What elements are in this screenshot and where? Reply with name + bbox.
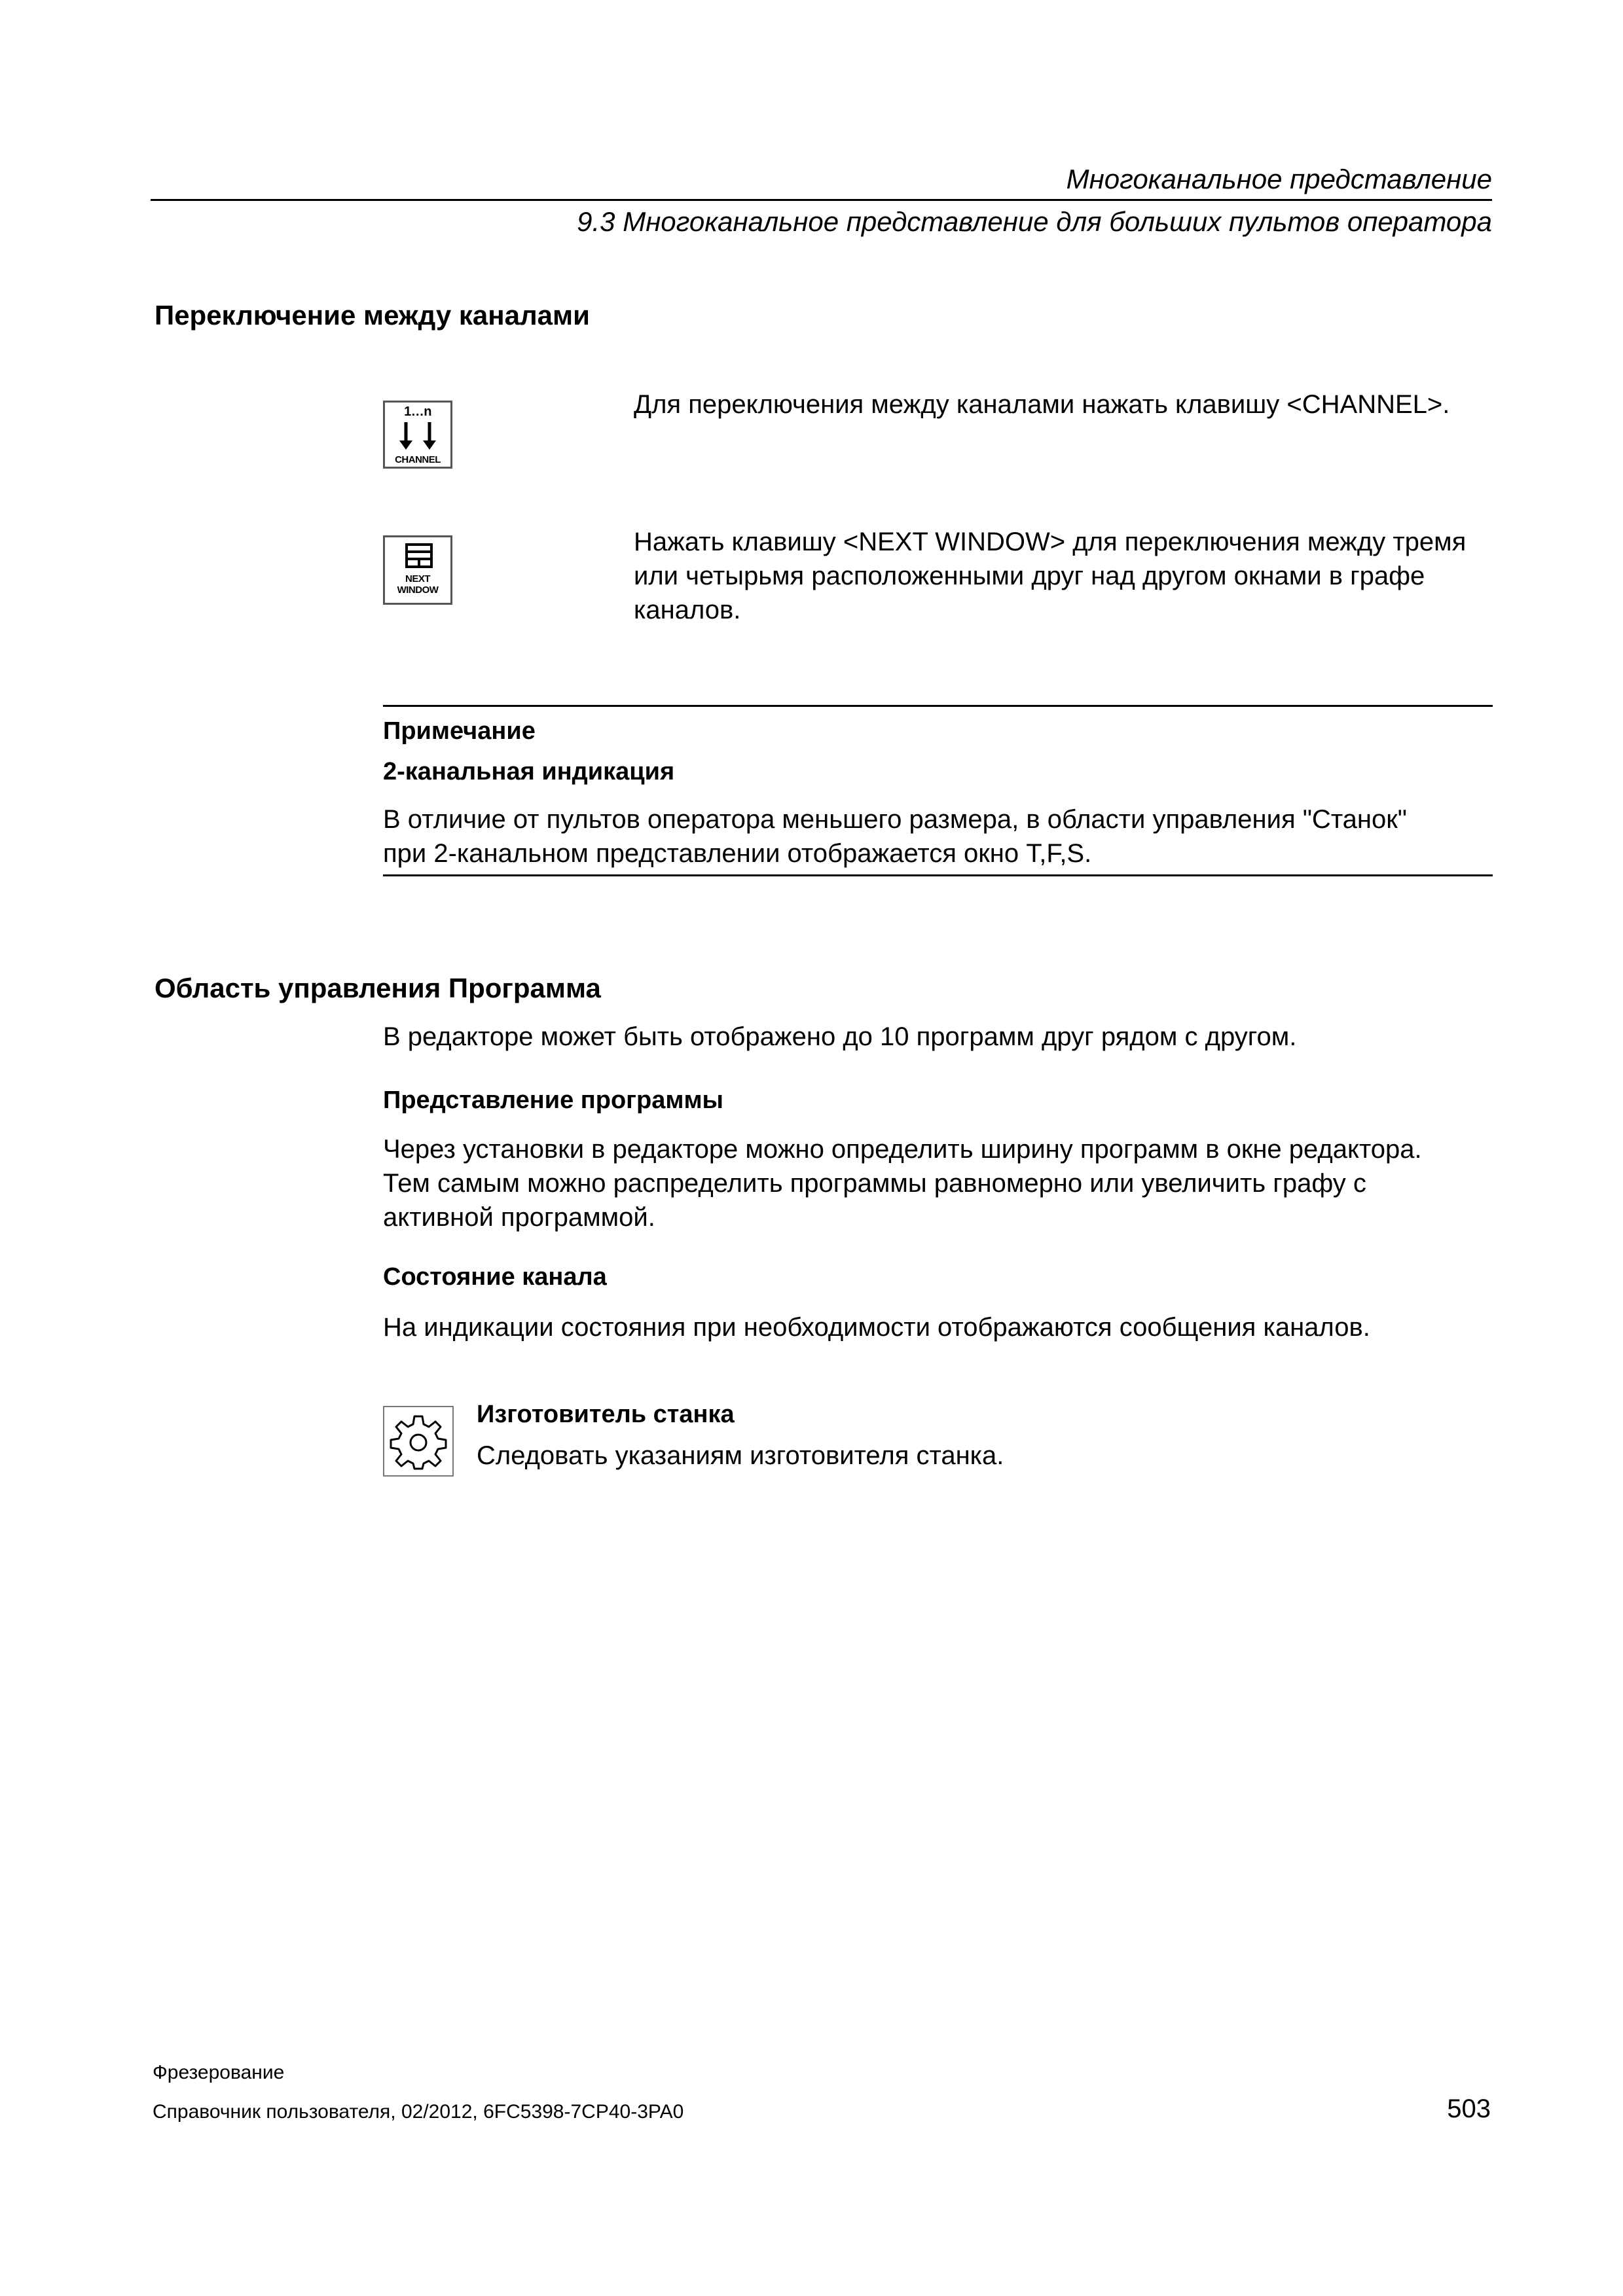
text-line: Нажать клавишу <NEXT WINDOW> для переключения между тремя xyxy=(634,528,1467,556)
note-text xyxy=(383,802,1407,870)
channel-key-top-label: 1…n xyxy=(404,404,431,419)
section-heading-channel-switch: Переключение между каналами xyxy=(155,300,590,331)
header-divider xyxy=(151,199,1492,201)
program-view-heading: Представление программы xyxy=(383,1086,724,1114)
channel-state-text: На индикации состояния при необходимости отображаются сообщения каналов. xyxy=(383,1313,1370,1342)
channel-key-icon xyxy=(383,401,452,469)
down-arrows-icon xyxy=(394,421,441,451)
next-window-key-description xyxy=(634,525,1466,627)
note-title: Примечание xyxy=(383,717,536,745)
note-subtitle: 2-канальная индикация xyxy=(383,758,675,785)
manufacturer-text: Следовать указаниям изготовителя станка. xyxy=(477,1441,1004,1470)
text-line: активной программой. xyxy=(383,1203,655,1232)
text-line: каналов. xyxy=(634,596,741,624)
next-window-key-label-2: WINDOW xyxy=(397,584,439,596)
gear-icon xyxy=(388,1411,448,1471)
running-header-section: 9.3 Многоканальное представление для больших пультов оператора xyxy=(577,206,1492,237)
channel-key-bottom-label: CHANNEL xyxy=(395,454,441,465)
channel-state-heading: Состояние канала xyxy=(383,1263,607,1291)
footer-product: Фрезерование xyxy=(153,2062,285,2083)
next-window-key-label-1: NEXT xyxy=(405,573,430,584)
note-top-rule xyxy=(383,705,1493,707)
footer-document-id: Справочник пользователя, 02/2012, 6FC5398-7CP40-3PA0 xyxy=(153,2101,684,2123)
program-area-intro: В редакторе может быть отображено до 10 программ друг рядом с другом. xyxy=(383,1022,1297,1051)
text-line: В отличие от пультов оператора меньшего размера, в области управления "Станок" xyxy=(383,805,1407,834)
text-line: или четырьмя расположенными друг над другом окнами в графе xyxy=(634,562,1425,590)
program-view-text xyxy=(383,1132,1422,1234)
text-line: Тем самым можно распределить программы равномерно или увеличить графу с xyxy=(383,1169,1366,1198)
window-glyph-icon xyxy=(405,543,433,569)
manufacturer-icon-box xyxy=(383,1406,454,1477)
channel-key-description: Для переключения между каналами нажать клавишу <CHANNEL>. xyxy=(634,390,1450,419)
manufacturer-heading: Изготовитель станка xyxy=(477,1401,735,1428)
text-line: при 2-канальном представлении отображается окно T,F,S. xyxy=(383,839,1092,868)
note-bottom-rule xyxy=(383,874,1493,876)
section-heading-program-area: Область управления Программа xyxy=(155,973,601,1003)
next-window-key-icon xyxy=(383,535,452,605)
text-line: Через установки в редакторе можно определить ширину программ в окне редактора. xyxy=(383,1135,1422,1164)
running-header-chapter: Многоканальное представление xyxy=(1066,164,1492,194)
page-number: 503 xyxy=(1447,2094,1491,2123)
